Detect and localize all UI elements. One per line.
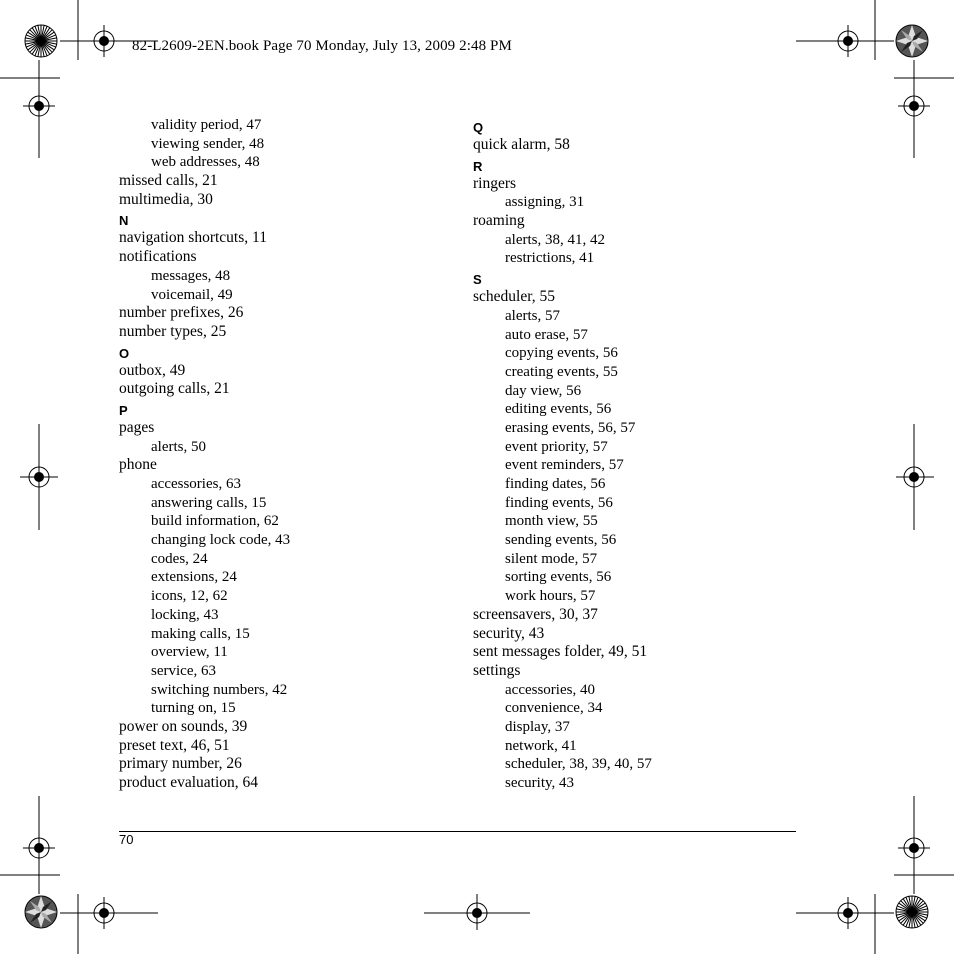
index-entry: screensavers, 30, 37 [473,605,598,623]
index-subentry: sending events, 56 [505,532,617,549]
index-column-right [473,116,803,793]
index-entry: product evaluation, 64 [119,774,259,791]
page-number: 70 [119,832,134,847]
index-letter-heading: R [473,158,483,174]
index-letter-heading: O [119,345,130,361]
index-subentry: overview, 11 [151,644,228,661]
index-subentry: alerts, 57 [505,307,560,324]
index-subentry: service, 63 [151,662,216,679]
index-subentry: viewing sender, 48 [151,135,265,152]
index-entry: ringers [473,174,517,192]
index-subentry: build information, 62 [151,513,279,530]
index-entry: multimedia, 30 [119,190,213,208]
index-entry: sent messages folder, 49, 51 [473,643,648,661]
index-subentry: messages, 48 [151,267,231,284]
index-subentry: day view, 56 [505,382,582,399]
index-entry: security, 43 [473,624,545,642]
index-subentry: assigning, 31 [505,194,585,211]
index-entry: pages [119,418,155,436]
index-subentry: turning on, 15 [151,700,236,717]
index-subentry: scheduler, 38, 39, 40, 57 [505,756,652,773]
index-entry: scheduler, 55 [473,288,556,306]
index-subentry: event priority, 57 [505,438,608,455]
index-letter-heading: S [473,272,482,288]
index-subentry: icons, 12, 62 [151,588,228,605]
index-subentry: auto erase, 57 [505,326,588,343]
index-entry: outbox, 49 [119,361,186,379]
index-subentry: validity period, 47 [151,117,262,133]
index-subentry: extensions, 24 [151,569,237,586]
index-subentry: answering calls, 15 [151,494,267,511]
index-subentry: sorting events, 56 [505,569,612,586]
index-subentry: network, 41 [505,737,577,754]
index-subentry: codes, 24 [151,550,208,567]
index-column-left [119,116,449,793]
index-subentry: web addresses, 48 [151,154,260,171]
index-subentry: finding dates, 56 [505,476,606,492]
index-subentry: accessories, 63 [151,476,241,492]
index-subentry: alerts, 38, 41, 42 [505,231,605,248]
index-entry: preset text, 46, 51 [119,736,230,754]
index-letter-heading: Q [473,120,484,135]
footer-rule [119,831,796,832]
index-subentry: switching numbers, 42 [151,681,288,698]
index-entry: number prefixes, 26 [119,304,244,322]
index-subentry: restrictions, 41 [505,250,595,267]
index-subentry: erasing events, 56, 57 [505,419,636,436]
index-subentry: copying events, 56 [505,345,618,362]
index-entry: quick alarm, 58 [473,136,570,153]
print-slug-header: 82-L2609-2EN.book Page 70 Monday, July 13, 2009 2:48 PM [132,38,512,54]
index-subentry: voicemail, 49 [151,286,233,303]
index-subentry: alerts, 50 [151,438,206,455]
index-subentry: making calls, 15 [151,625,250,642]
index-subentry: accessories, 40 [505,681,595,698]
index-entry: settings [473,661,521,679]
index-entry: roaming [473,212,525,230]
index-subentry: changing lock code, 43 [151,532,291,549]
index-subentry: finding events, 56 [505,494,613,511]
index-subentry: event reminders, 57 [505,457,624,474]
index-entry: number types, 25 [119,322,227,340]
index-subentry: creating events, 55 [505,363,618,380]
index-subentry: work hours, 57 [505,588,596,605]
index-letter-heading: P [119,402,128,418]
index-entry: missed calls, 21 [119,172,218,190]
index-entry: phone [119,456,157,474]
index-letter-heading: N [119,213,129,229]
index-subentry: month view, 55 [505,513,598,530]
index-entry: notifications [119,248,197,266]
index-subentry: silent mode, 57 [505,550,598,567]
index-subentry: display, 37 [505,718,570,735]
index-entry: navigation shortcuts, 11 [119,229,267,247]
index-subentry: security, 43 [505,775,575,791]
index-entry: outgoing calls, 21 [119,380,230,398]
index-subentry: locking, 43 [151,606,219,623]
index-entry: primary number, 26 [119,755,242,773]
index-subentry: editing events, 56 [505,401,612,418]
index-subentry: convenience, 34 [505,700,603,717]
index-entry: power on sounds, 39 [119,717,248,735]
